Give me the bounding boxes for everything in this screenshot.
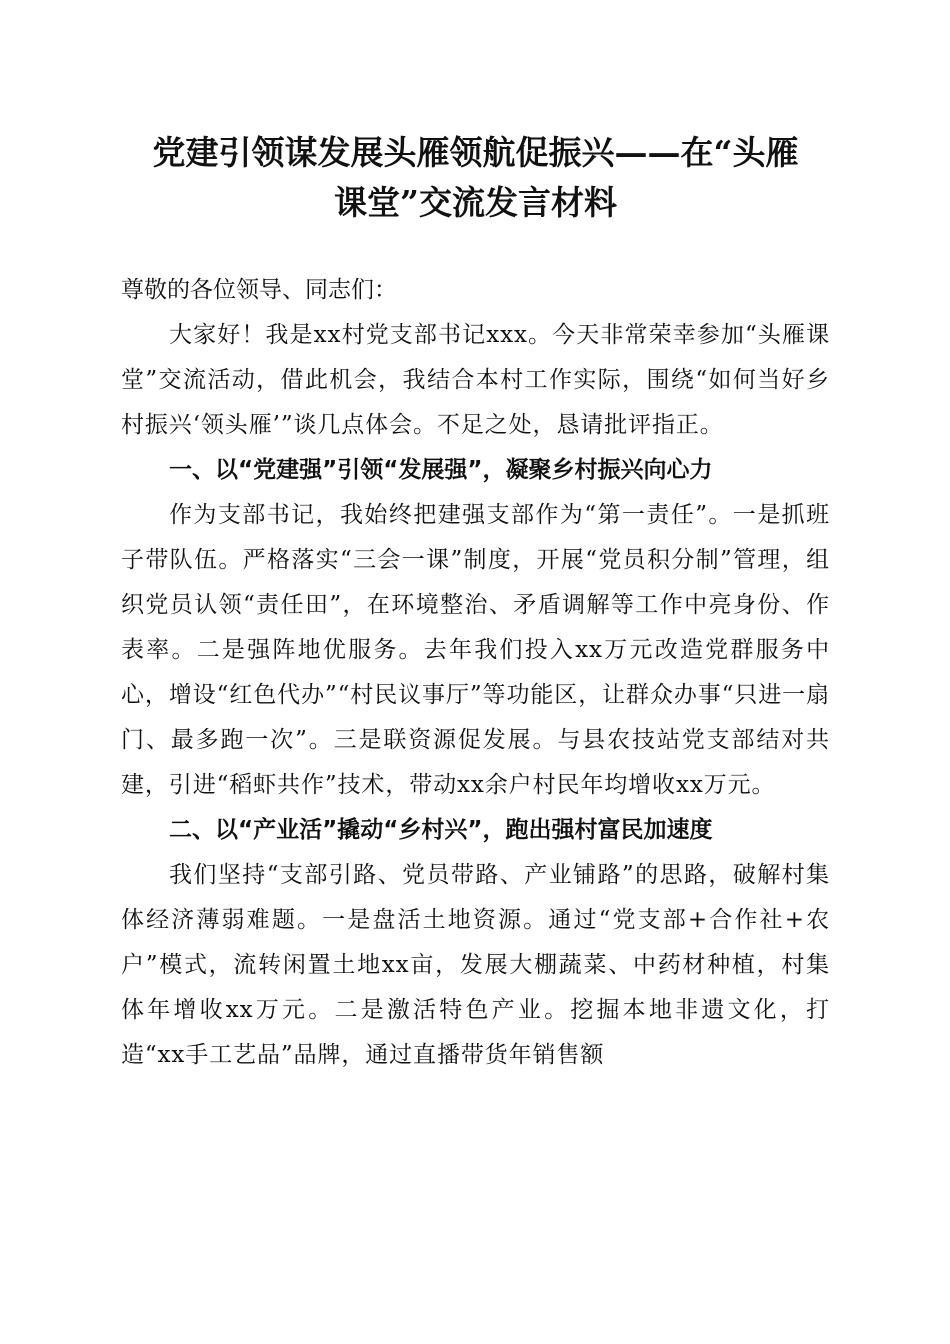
document-title-line-2: 课堂”交流发言材料 [334, 183, 617, 222]
document-body [121, 268, 830, 1078]
salutation: 尊敬的各位领导、同志们： [121, 277, 397, 303]
section-1-heading: 一、以“党建强”引领“发展强”，凝聚乡村振兴向心力 [169, 457, 713, 483]
intro-paragraph: 大家好！我是xx村党支部书记xxx。今天非常荣幸参加“头雁课堂”交流活动，借此机会，我结合本村工作实际，围绕“如何当好乡村振兴‘领头雁’”谈几点体会。不足之处，恳请批评指正。 [121, 322, 830, 438]
document-title-line-1: 党建引领谋发展头雁领航促振兴——在“头雁 [152, 133, 799, 172]
section-2-heading: 二、以“产业活”撬动“乡村兴”，跑出强村富民加速度 [169, 817, 713, 843]
section-1-paragraph: 作为支部书记，我始终把建强支部作为“第一责任”。一是抓班子带队伍。严格落实“三会一课”制度，开展“党员积分制”管理，组织党员认领“责任田”，在环境整治、矛盾调解等工作中亮身份、作表率。二是强阵地优服务。去年我们投入xx万元改造党群服务中心，增设“红色代办”“村民议事厅”等功能区，让群众办事“只进一扇门、最多跑一次”。三是联资源促发展。与县农技站党支部结对共建，引进“稻虾共作”技术，带动xx余户村民年均增收xx万元。 [121, 502, 830, 798]
section-2-paragraph: 我们坚持“支部引路、党员带路、产业铺路”的思路，破解村集体经济薄弱难题。一是盘活土地资源。通过“党支部+合作社+农户”模式，流转闲置土地xx亩，发展大棚蔬菜、中药材种植，村集体年增收xx万元。二是激活特色产业。挖掘本地非遗文化，打造“xx手工艺品”品牌，通过直播带货年销售额 [121, 862, 830, 1068]
document-title [121, 128, 830, 228]
